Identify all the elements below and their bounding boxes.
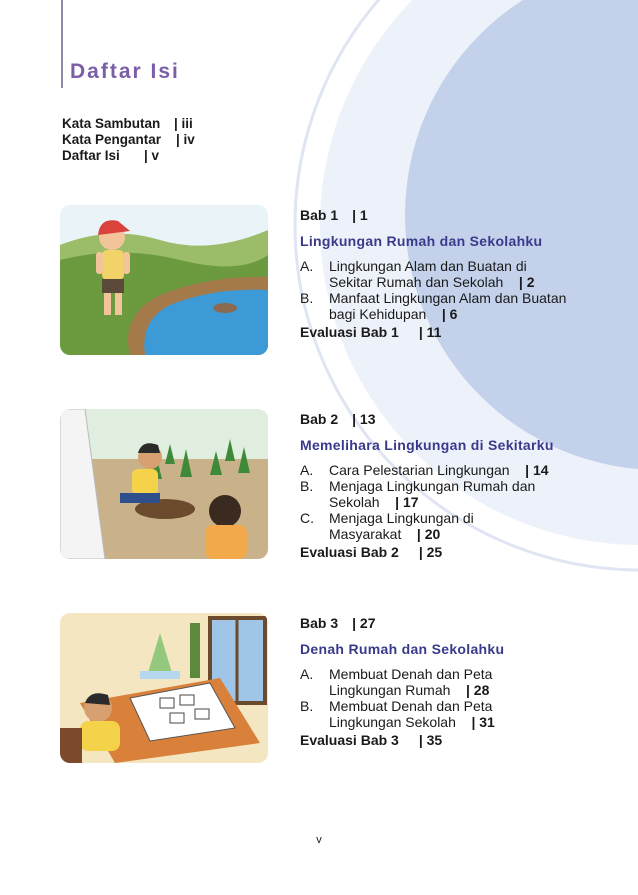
section-text: Membuat Denah dan Peta (329, 698, 493, 714)
evaluation-label: Evaluasi Bab 3 (300, 732, 399, 748)
section-item[interactable] (300, 698, 600, 730)
chapter-3 (300, 615, 600, 748)
section-text: Menjaga Lingkungan Rumah dan (329, 478, 536, 494)
chapter-label: Bab 3 (300, 615, 339, 631)
section-page: | 31 (471, 714, 495, 730)
front-matter-label: Daftar Isi (62, 148, 120, 163)
chapter-number[interactable] (300, 615, 600, 631)
section-item[interactable] (300, 462, 600, 478)
front-matter-label: Kata Sambutan (62, 116, 161, 131)
evaluation-label: Evaluasi Bab 1 (300, 324, 399, 340)
section-page: | 6 (441, 306, 458, 322)
front-matter-page: | iii (174, 116, 193, 131)
page-number: v (316, 834, 322, 846)
section-text: Lingkungan Sekolah (329, 714, 456, 730)
section-page: | 14 (525, 462, 549, 478)
evaluation-page: | 25 (418, 544, 443, 560)
section-text: Sekitar Rumah dan Sekolah (329, 274, 504, 290)
section-page: | 17 (395, 494, 419, 510)
chapter-title[interactable]: Denah Rumah dan Sekolahku (300, 641, 505, 657)
section-letter: A. (300, 462, 314, 478)
section-text: bagi Kehidupan (329, 306, 427, 322)
section-text: Lingkungan Rumah (329, 682, 451, 698)
evaluation-item[interactable] (300, 544, 600, 560)
section-letter: B. (300, 290, 314, 306)
chapter-number[interactable] (300, 207, 600, 223)
title-accent-line (61, 0, 63, 88)
evaluation-page: | 35 (418, 732, 443, 748)
front-matter-item[interactable] (62, 148, 195, 164)
chapter-page: | 1 (352, 207, 368, 223)
section-page: | 2 (518, 274, 535, 290)
section-text: Sekolah (329, 494, 380, 510)
section-text: Cara Pelestarian Lingkungan (329, 462, 510, 478)
section-text: Manfaat Lingkungan Alam dan Buatan (329, 290, 567, 306)
evaluation-item[interactable] (300, 324, 600, 340)
section-letter: A. (300, 258, 314, 274)
section-item[interactable] (300, 290, 600, 322)
front-matter-item[interactable] (62, 116, 195, 132)
front-matter-page: | v (144, 148, 160, 163)
section-text: Menjaga Lingkungan di (329, 510, 474, 526)
boy-drawing-map-illustration (60, 613, 268, 763)
chapter-2 (300, 411, 600, 560)
chapter-label: Bab 1 (300, 207, 339, 223)
front-matter-item[interactable] (62, 132, 195, 148)
chapter-page: | 13 (352, 411, 376, 427)
section-item[interactable] (300, 478, 600, 510)
section-letter: B. (300, 698, 314, 714)
section-text: Lingkungan Alam dan Buatan di (329, 258, 527, 274)
section-letter: B. (300, 478, 314, 494)
section-item[interactable] (300, 510, 600, 542)
chapter-page: | 27 (352, 615, 376, 631)
front-matter-label: Kata Pengantar (62, 132, 162, 147)
chapter-label: Bab 2 (300, 411, 339, 427)
evaluation-page: | 11 (418, 324, 442, 340)
chapter-1 (300, 207, 600, 340)
section-text: Masyarakat (329, 526, 402, 542)
chapter-title[interactable]: Memelihara Lingkungan di Sekitarku (300, 437, 554, 453)
evaluation-item[interactable] (300, 732, 600, 748)
evaluation-label: Evaluasi Bab 2 (300, 544, 399, 560)
front-matter-list (62, 116, 195, 164)
page-title: Daftar Isi (70, 60, 180, 83)
children-planting-illustration (60, 409, 268, 559)
section-text: Membuat Denah dan Peta (329, 666, 493, 682)
section-item[interactable] (300, 258, 600, 290)
chapter-title[interactable]: Lingkungan Rumah dan Sekolahku (300, 233, 543, 249)
boy-by-river-illustration (60, 205, 268, 355)
section-letter: C. (300, 510, 314, 526)
section-page: | 20 (416, 526, 441, 542)
section-letter: A. (300, 666, 314, 682)
front-matter-page: | iv (176, 132, 195, 147)
section-page: | 28 (465, 682, 490, 698)
chapter-number[interactable] (300, 411, 600, 427)
section-item[interactable] (300, 666, 600, 698)
